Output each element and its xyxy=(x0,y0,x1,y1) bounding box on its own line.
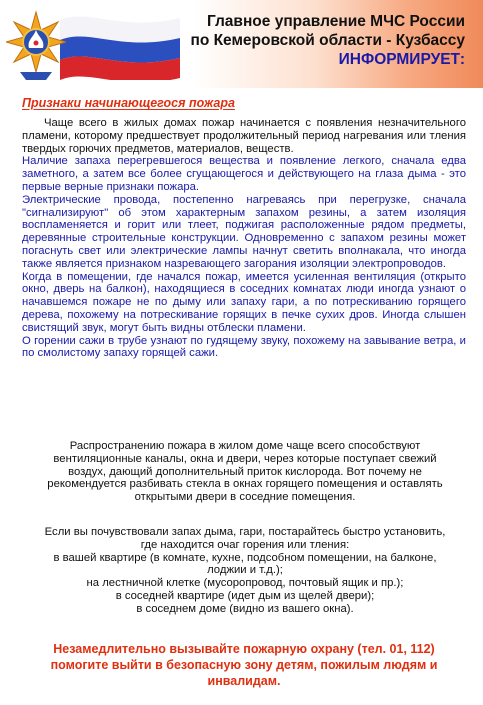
smell-smoke-block xyxy=(40,526,450,616)
paragraph-2: Наличие запаха перегревшегося вещества и появление легкого, сначала едва заметного, а затем все более сгущающегося и действующего на глаза дыма - это первые верные признаки пожара. xyxy=(22,155,466,193)
smoke-line-2: где находится очаг горения или тления: xyxy=(140,538,350,551)
warning-line-3: инвалидам. xyxy=(207,674,281,688)
smoke-line-7: в соседнем доме (видно из вашего окна). xyxy=(136,602,354,615)
warning-line-2: помогите выйти в безопасную зону детям, пожилым людям и xyxy=(50,658,438,672)
spread-line-2: вентиляционные каналы, окна и двери, через которые поступает свежий xyxy=(53,452,437,465)
smoke-line-5: на лестничной клетке (мусоропровод, почтовый ящик и пр.); xyxy=(86,577,404,590)
emergency-call-warning xyxy=(24,641,464,689)
paragraph-4: Когда в помещении, где начался пожар, имеется усиленная вентиляция (открыто окно, дверь на балкон), находящиеся в соседних комнатах люди иногда узнают о начавшемся пожаре не по дыму или запаху гари, а по потрескиванию горящего дерева, похожему на потрескивание горящих в печке сухих дров. Иногда слышен свистящий звук, могут быть видны отблески пламени. xyxy=(22,270,466,334)
paragraph-5: О горении сажи в трубе узнают по гудящему звуку, похожему на завывание ветра, и по смолистому запаху горящей сажи. xyxy=(22,334,466,360)
header-title xyxy=(165,12,465,69)
section-title: Признаки начинающегося пожара xyxy=(22,96,235,110)
spread-line-1: Распространению пожара в жилом доме чаще всего способствуют xyxy=(69,440,421,452)
paragraph-3: Электрические провода, постепенно нагреваясь при перегрузке, сначала "сигнализируют" об этом характерным запахом резины, а затем изоляция воспламеняется и горит или тлеет, поджигая расположенные рядом предметы, деревянные строительные конструкции. Одновременно с запахом резины может погаснуть свет или электрические лампы начнут светить вполнакала, что иногда также является признаком назревающего загорания изоляции электропроводов. xyxy=(22,193,466,270)
smoke-line-3: в вашей квартире (в комнате, кухне, подсобном помещении, на балконе, xyxy=(53,551,437,564)
header-line-3: ИНФОРМИРУЕТ: xyxy=(338,51,465,68)
paragraph-1: Чаще всего в жилых домах пожар начинается с появления незначительного пламени, которому предшествует продолжительный период нагревания или тления твердых горючих предметов, материалов, веществ. xyxy=(22,117,466,155)
spread-info-block xyxy=(40,440,450,504)
smoke-line-4: лоджии и т.д.); xyxy=(207,564,283,577)
spread-line-3: воздух, дающий дополнительный приток кислорода. Вот почему не xyxy=(68,465,422,478)
warning-line-1: Незамедлительно вызывайте пожарную охрану (тел. 01, 112) xyxy=(53,642,435,656)
spread-line-4: рекомендуется разбивать стекла в окнах горящего помещения и оставлять xyxy=(47,478,443,491)
russian-flag xyxy=(60,10,180,80)
smoke-line-1: Если вы почувствовали запах дыма, гари, постарайтесь быстро установить, xyxy=(44,526,446,538)
header-line-1: Главное управление МЧС России xyxy=(206,13,465,30)
emchs-emblem xyxy=(6,6,66,84)
smoke-line-6: в соседней квартире (идет дым из щелей двери); xyxy=(115,589,375,602)
header-line-2: по Кемеровской области - Кузбассу xyxy=(190,32,465,49)
spread-line-5: открытыми двери в соседние помещения. xyxy=(134,491,356,504)
signs-text-block xyxy=(22,117,466,360)
